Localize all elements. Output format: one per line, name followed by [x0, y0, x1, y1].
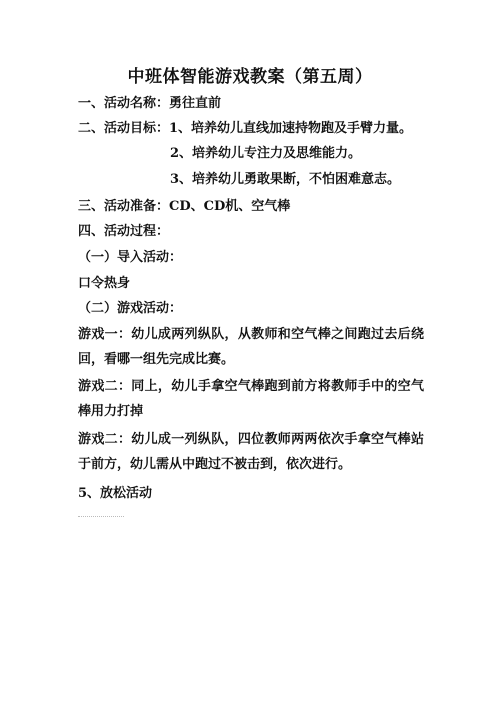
intro-activity-heading: （一）导入活动： — [78, 250, 183, 265]
activity-goal-line-3: 3、培养幼儿勇敢果断，不怕困难意志。 — [170, 172, 401, 187]
game-one-paragraph: 游戏一：幼儿成两列纵队，从教师和空气棒之间跑过去后绕回，看哪一组先完成比赛。 — [78, 327, 424, 367]
activity-goal-line-1: 二、活动目标：1、培养幼儿直线加速持物跑及手臂力量。 — [78, 121, 413, 136]
activity-preparation-line: 三、活动准备：CD、CD机、空气棒 — [78, 199, 291, 214]
activity-goal-line-2: 2、培养幼儿专注力及思维能力。 — [170, 146, 362, 161]
game-two-paragraph: 游戏二：同上，幼儿手拿空气棒跑到前方将教师手中的空气棒用力打掉 — [78, 379, 424, 419]
warmup-line: 口令热身 — [78, 276, 131, 291]
document-title: 中班体智能游戏教案（第五周） — [127, 67, 373, 87]
activity-process-heading: 四、活动过程： — [78, 224, 170, 239]
relax-activity-line: 5、放松活动 — [78, 486, 153, 501]
footer-divider — [78, 516, 124, 517]
game-three-paragraph: 游戏二：幼儿成一列纵队，四位教师两两依次手拿空气棒站于前方，幼儿需从中跑过不被击到，依次进行。 — [78, 432, 424, 472]
game-activity-heading: （二）游戏活动： — [78, 301, 183, 316]
activity-name-line: 一、活动名称：勇往直前 — [78, 96, 222, 111]
